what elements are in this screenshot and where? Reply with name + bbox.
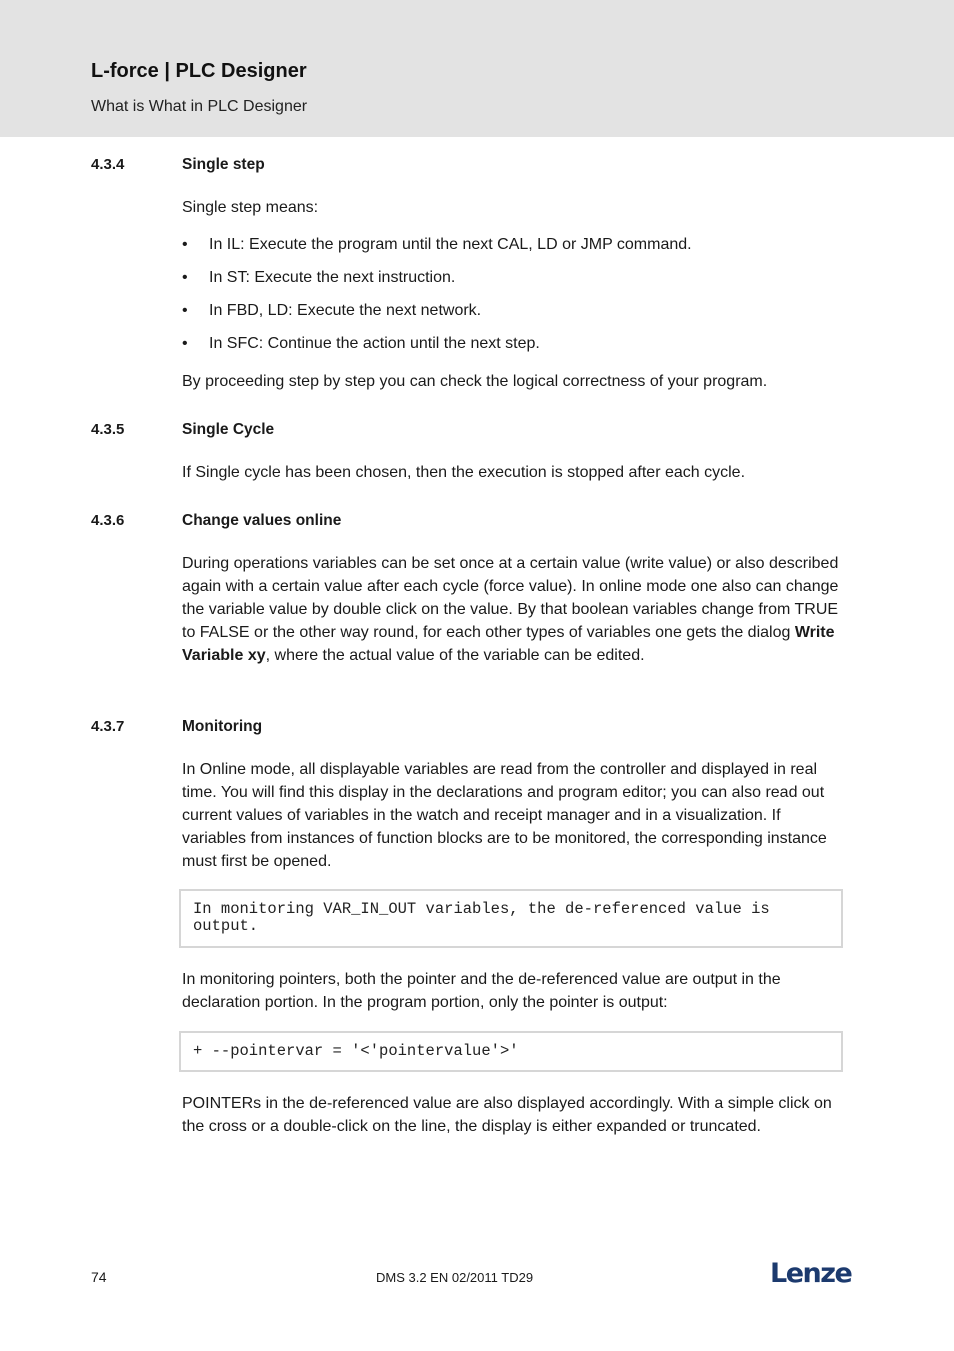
section-heading: Single Cycle: [182, 421, 275, 438]
list-item: • In IL: Execute the program until the next CAL, LD or JMP command.: [182, 233, 692, 266]
list-item: • In SFC: Continue the action until the next step.: [182, 332, 692, 365]
document-id: DMS 3.2 EN 02/2011 TD29: [376, 1270, 534, 1285]
list-item: • In ST: Execute the next instruction.: [182, 266, 692, 299]
dialog-name: Write Variable xy: [182, 624, 835, 664]
paragraph: By proceeding step by step you can check the logical correctness of your program.: [182, 373, 768, 390]
section-number: 4.3.6: [91, 512, 125, 529]
document-subtitle: What is What in PLC Designer: [91, 98, 308, 115]
paragraph: In monitoring pointers, both the pointer and the de-referenced value are output in the declaration portion. In the program portion, only the pointer is output:: [182, 971, 781, 1011]
list-item: • In FBD, LD: Execute the next network.: [182, 299, 692, 332]
section-heading: Change values online: [182, 512, 342, 529]
paragraph-text: , where the actual value of the variable can be edited.: [265, 647, 645, 664]
code-block: + --pointervar = '<'pointervalue'>': [179, 1031, 843, 1072]
paragraph: In Online mode, all displayable variables are read from the controller and displayed in real time. You will find this display in the declarations and program editor; you can also read out current values of variables in the watch and receipt manager and in a visualization. If variables from instances of function blocks are to be monitored, the corresponding instance must first be opened.: [182, 761, 827, 870]
paragraph: [182, 552, 842, 667]
paragraph: If Single cycle has been chosen, then the execution is stopped after each cycle.: [182, 464, 746, 481]
document-title: L-force | PLC Designer: [91, 60, 307, 82]
paragraph: Single step means:: [182, 199, 319, 216]
section-number: 4.3.5: [91, 421, 125, 438]
page-number: 74: [91, 1269, 107, 1285]
section-number: 4.3.7: [91, 718, 125, 735]
section-number: 4.3.4: [91, 156, 125, 173]
section-heading: Single step: [182, 156, 265, 173]
bullet-list: [182, 233, 692, 365]
code-block: In monitoring VAR_IN_OUT variables, the de-referenced value is output.: [179, 889, 843, 948]
paragraph: POINTERs in the de-referenced value are also displayed accordingly. With a simple click on the cross or a double-click on the line, the display is either expanded or truncated.: [182, 1095, 832, 1135]
section-heading: Monitoring: [182, 718, 263, 735]
lenze-logo: Lenze: [770, 1258, 852, 1289]
paragraph-text: During operations variables can be set once at a certain value (write value) or also described again with a certain value after each cycle (force value). In online mode one also can change the variable value by double click on the value. By that boolean variables change from TRUE to FALSE or the other way round, for each other types of variables one gets the dialog: [182, 555, 839, 641]
